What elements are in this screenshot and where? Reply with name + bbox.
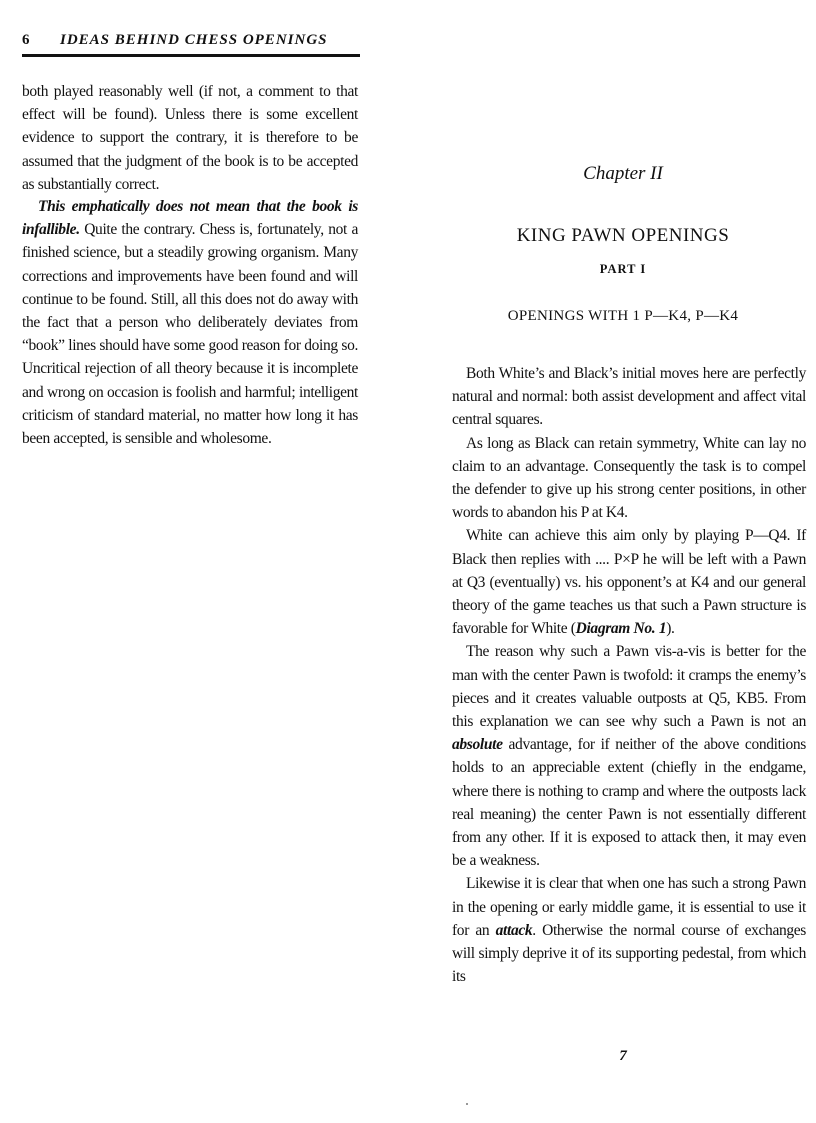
paragraph-text: White can achieve this aim only by playing P—Q4. If Black then replies with .... P×P he will be left with a Pawn at Q3 (eventually) vs. his opponent’s at K4 and our general theory of the game teaches us that such a Pawn structure is favorable for White ( (452, 527, 806, 638)
section-title: OPENINGS WITH 1 P—K4, P—K4 (507, 308, 739, 324)
paragraph (22, 195, 358, 450)
chapter-title: KING PAWN OPENINGS (516, 225, 730, 246)
emphasis-text: absolute (452, 736, 503, 754)
chapter-body (452, 362, 806, 988)
paragraph (452, 640, 806, 872)
paragraph-text: Quite the contrary. Chess is, fortunately, not a finished science, but a steadily growing organism. Many corrections and improvements have been found and will continue to be found. Still, all this does not do away with the fact that a person who deliberately deviates from “book” lines should have some good reason for doing so. Uncritical rejection of all theory because it is incomplete and wrong on occasion is foolish and harmful; intelligent criticism of standard material, no matter how long it has been accepted, is sensible and wholesome. (22, 221, 358, 448)
scan-speck (466, 1103, 468, 1105)
paragraph (452, 872, 806, 988)
paragraph-text: advantage, for if neither of the above conditions holds to an appreciable extent (chiefly in the endgame, where there is nothing to cramp and where the outposts lack real meaning) the center Pawn is not essentially different from any other. If it is exposed to attack then, it may even be a weakness. (452, 736, 806, 870)
paragraph-text: The reason why such a Pawn vis-a-vis is better for the man with the center Pawn is twofold: it cramps the enemy’s pieces and it creates valuable outposts at Q5, KB5. From this explanation we can see why such a Pawn is not an (452, 643, 806, 731)
page-number: 7 (619, 1048, 627, 1064)
running-head (22, 32, 360, 56)
paragraph: As long as Black can retain symmetry, White can lay no claim to an advantage. Consequently the task is to compel the defender to give up his strong center positions, in other words to abandon his P at K4. (452, 434, 806, 522)
page-number: 6 (22, 32, 30, 48)
part-label: PART I (599, 262, 647, 276)
paragraph (452, 524, 806, 640)
diagram-reference: Diagram No. 1 (575, 620, 667, 638)
chapter-label: Chapter II (583, 163, 663, 184)
emphasis-text: attack (495, 921, 533, 939)
paragraph-text: ). (666, 620, 675, 638)
emphasis-text: This emphatically does not mean that the book is infallible. (22, 198, 358, 239)
right-page (430, 0, 816, 1123)
paragraph: Both White’s and Black’s initial moves here are perfectly natural and normal: both assist development and affect vital central squares. (452, 365, 806, 429)
running-head-title: IDEAS BEHIND CHESS OPENINGS (60, 32, 328, 48)
paragraph: both played reasonably well (if not, a comment to that effect will be found). Unless there is some excellent evidence to support the contrary, it is therefore to be assumed that the judgment of the book is to be accepted as substantially correct. (22, 83, 358, 193)
left-page (0, 0, 372, 1123)
header-rule (22, 54, 360, 57)
paragraph-text: Likewise it is clear that when one has such a strong Pawn in the opening or early middle game, it is essential to use it for an (452, 875, 806, 939)
paragraph-text: . Otherwise the normal course of exchanges will simply deprive it of its supporting pedestal, from which its (452, 921, 806, 986)
